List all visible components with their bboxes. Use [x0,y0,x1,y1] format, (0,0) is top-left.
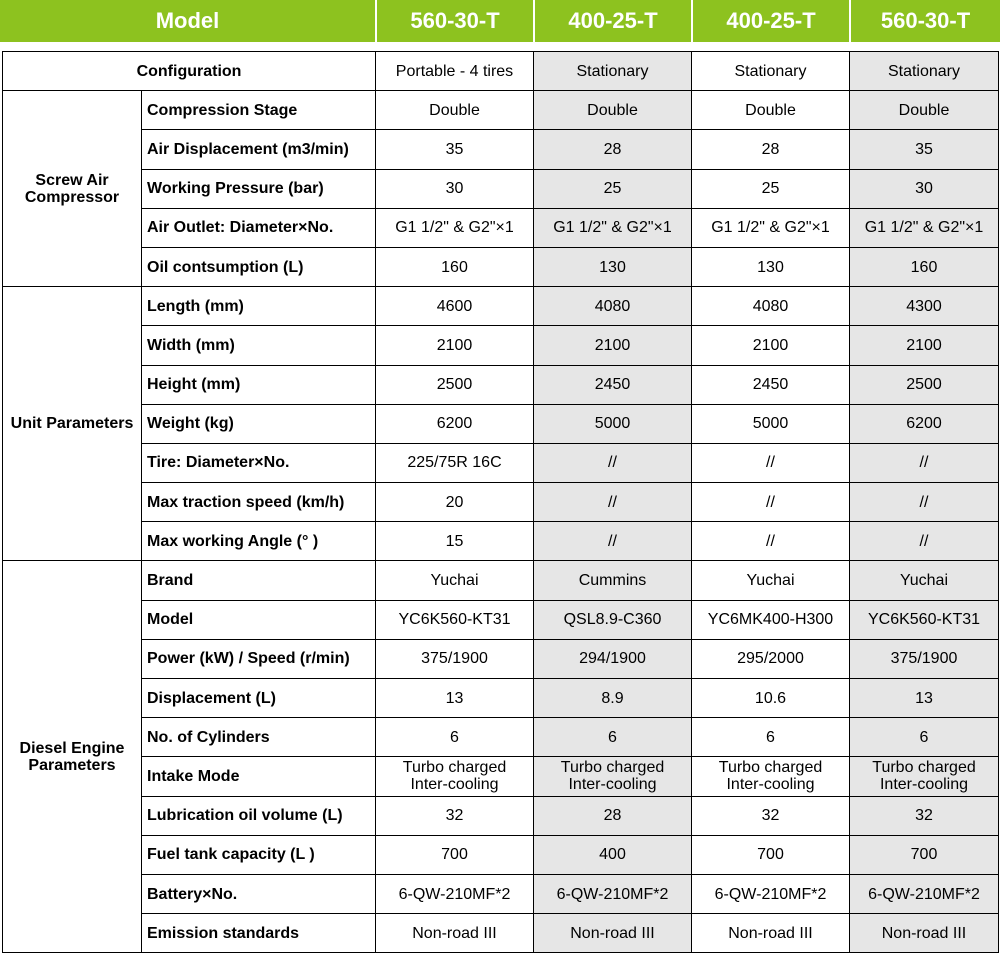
model-header-3: 400-25-T [693,0,851,42]
value-cell: 28 [692,130,850,169]
value-cell: 6-QW-210MF*2 [534,874,692,913]
value-cell: 160 [376,247,534,286]
row-label: Air Displacement (m3/min) [142,130,376,169]
value-cell: // [850,483,999,522]
table-row [3,757,999,796]
row-label: Battery×No. [142,874,376,913]
value-cell: 35 [850,130,999,169]
value-cell: 35 [376,130,534,169]
value-cell: YC6K560-KT31 [850,600,999,639]
value-cell: YC6MK400-H300 [692,600,850,639]
table-row [3,679,999,718]
row-label: Oil contsumption (L) [142,247,376,286]
row-label: Intake Mode [142,757,376,796]
value-cell: QSL8.9-C360 [534,600,692,639]
value-cell: 6 [692,718,850,757]
row-label: Working Pressure (bar) [142,169,376,208]
row-label: Compression Stage [142,91,376,130]
row-label: Max working Angle (° ) [142,522,376,561]
table-row [3,483,999,522]
row-label: Weight (kg) [142,404,376,443]
value-cell: // [850,522,999,561]
group-label: Diesel Engine Parameters [3,561,142,953]
value-cell: G1 1/2" & G2"×1 [850,208,999,247]
row-label: Width (mm) [142,326,376,365]
value-cell: 25 [692,169,850,208]
table-row [3,561,999,600]
row-label: Brand [142,561,376,600]
value-cell: Double [534,91,692,130]
row-label: Displacement (L) [142,679,376,718]
table-row [3,404,999,443]
value-cell: 20 [376,483,534,522]
model-header-1: 560-30-T [377,0,535,42]
value-cell: Yuchai [692,561,850,600]
value-cell: Turbo charged Inter-cooling [692,757,850,796]
row-label: Power (kW) / Speed (r/min) [142,639,376,678]
configuration-row [3,52,999,91]
row-label: Emission standards [142,914,376,953]
row-label: Fuel tank capacity (L ) [142,835,376,874]
value-cell: Double [850,91,999,130]
value-cell: 6200 [376,404,534,443]
value-cell: 32 [376,796,534,835]
value-cell: Non-road III [850,914,999,953]
value-cell: 160 [850,247,999,286]
table-row [3,600,999,639]
value-cell: // [692,522,850,561]
value-cell: G1 1/2" & G2"×1 [376,208,534,247]
value-cell: 15 [376,522,534,561]
spec-table [2,51,999,953]
value-cell: 295/2000 [692,639,850,678]
value-cell: 32 [692,796,850,835]
configuration-label: Configuration [3,52,376,91]
row-label: Air Outlet: Diameter×No. [142,208,376,247]
table-row [3,522,999,561]
value-cell: 2450 [534,365,692,404]
table-row [3,796,999,835]
value-cell: Yuchai [376,561,534,600]
table-row [3,443,999,482]
value-cell: 28 [534,130,692,169]
value-cell: 2100 [692,326,850,365]
value-cell: 700 [850,835,999,874]
value-cell: G1 1/2" & G2"×1 [534,208,692,247]
value-cell: 6 [534,718,692,757]
value-cell: G1 1/2" & G2"×1 [692,208,850,247]
table-row [3,718,999,757]
table-row [3,247,999,286]
row-label: No. of Cylinders [142,718,376,757]
value-cell: 28 [534,796,692,835]
value-cell: Cummins [534,561,692,600]
value-cell: 4080 [534,287,692,326]
table-row [3,639,999,678]
value-cell: 13 [850,679,999,718]
model-header-row [0,0,1000,42]
value-cell: 5000 [692,404,850,443]
value-cell: // [534,522,692,561]
value-cell: Turbo charged Inter-cooling [850,757,999,796]
value-cell: 6-QW-210MF*2 [376,874,534,913]
value-cell: // [692,443,850,482]
value-cell: 30 [376,169,534,208]
value-cell: 2500 [376,365,534,404]
group-label: Unit Parameters [3,287,142,561]
value-cell: 2450 [692,365,850,404]
value-cell: 25 [534,169,692,208]
configuration-value: Stationary [850,52,999,91]
table-row [3,287,999,326]
row-label: Height (mm) [142,365,376,404]
value-cell: YC6K560-KT31 [376,600,534,639]
value-cell: Turbo charged Inter-cooling [534,757,692,796]
value-cell: 2500 [850,365,999,404]
value-cell: 10.6 [692,679,850,718]
value-cell: 4080 [692,287,850,326]
table-row [3,326,999,365]
value-cell: 130 [534,247,692,286]
value-cell: 6-QW-210MF*2 [850,874,999,913]
value-cell: // [534,443,692,482]
model-header-4: 560-30-T [851,0,1000,42]
value-cell: 2100 [376,326,534,365]
configuration-value: Portable - 4 tires [376,52,534,91]
value-cell: // [850,443,999,482]
value-cell: 2100 [850,326,999,365]
row-label: Tire: Diameter×No. [142,443,376,482]
value-cell: 375/1900 [850,639,999,678]
row-label: Length (mm) [142,287,376,326]
value-cell: 30 [850,169,999,208]
value-cell: 375/1900 [376,639,534,678]
value-cell: Double [376,91,534,130]
value-cell: Non-road III [692,914,850,953]
value-cell: // [534,483,692,522]
value-cell: 5000 [534,404,692,443]
value-cell: 6-QW-210MF*2 [692,874,850,913]
value-cell: 700 [376,835,534,874]
configuration-value: Stationary [692,52,850,91]
value-cell: 400 [534,835,692,874]
value-cell: 6 [376,718,534,757]
value-cell: 4600 [376,287,534,326]
value-cell: 6 [850,718,999,757]
value-cell: 6200 [850,404,999,443]
value-cell: Turbo charged Inter-cooling [376,757,534,796]
table-row [3,169,999,208]
table-row [3,914,999,953]
table-row [3,130,999,169]
table-row [3,874,999,913]
table-row [3,365,999,404]
value-cell: // [692,483,850,522]
row-label: Model [142,600,376,639]
model-header-2: 400-25-T [535,0,693,42]
value-cell: 294/1900 [534,639,692,678]
value-cell: 32 [850,796,999,835]
table-row [3,91,999,130]
group-label: Screw Air Compressor [3,91,142,287]
value-cell: Non-road III [534,914,692,953]
row-label: Lubrication oil volume (L) [142,796,376,835]
value-cell: 700 [692,835,850,874]
row-label: Max traction speed (km/h) [142,483,376,522]
table-row [3,208,999,247]
value-cell: 8.9 [534,679,692,718]
value-cell: Yuchai [850,561,999,600]
model-header-label: Model [0,0,377,42]
value-cell: Non-road III [376,914,534,953]
value-cell: 13 [376,679,534,718]
value-cell: Double [692,91,850,130]
value-cell: 130 [692,247,850,286]
value-cell: 2100 [534,326,692,365]
value-cell: 225/75R 16C [376,443,534,482]
configuration-value: Stationary [534,52,692,91]
table-row [3,835,999,874]
value-cell: 4300 [850,287,999,326]
